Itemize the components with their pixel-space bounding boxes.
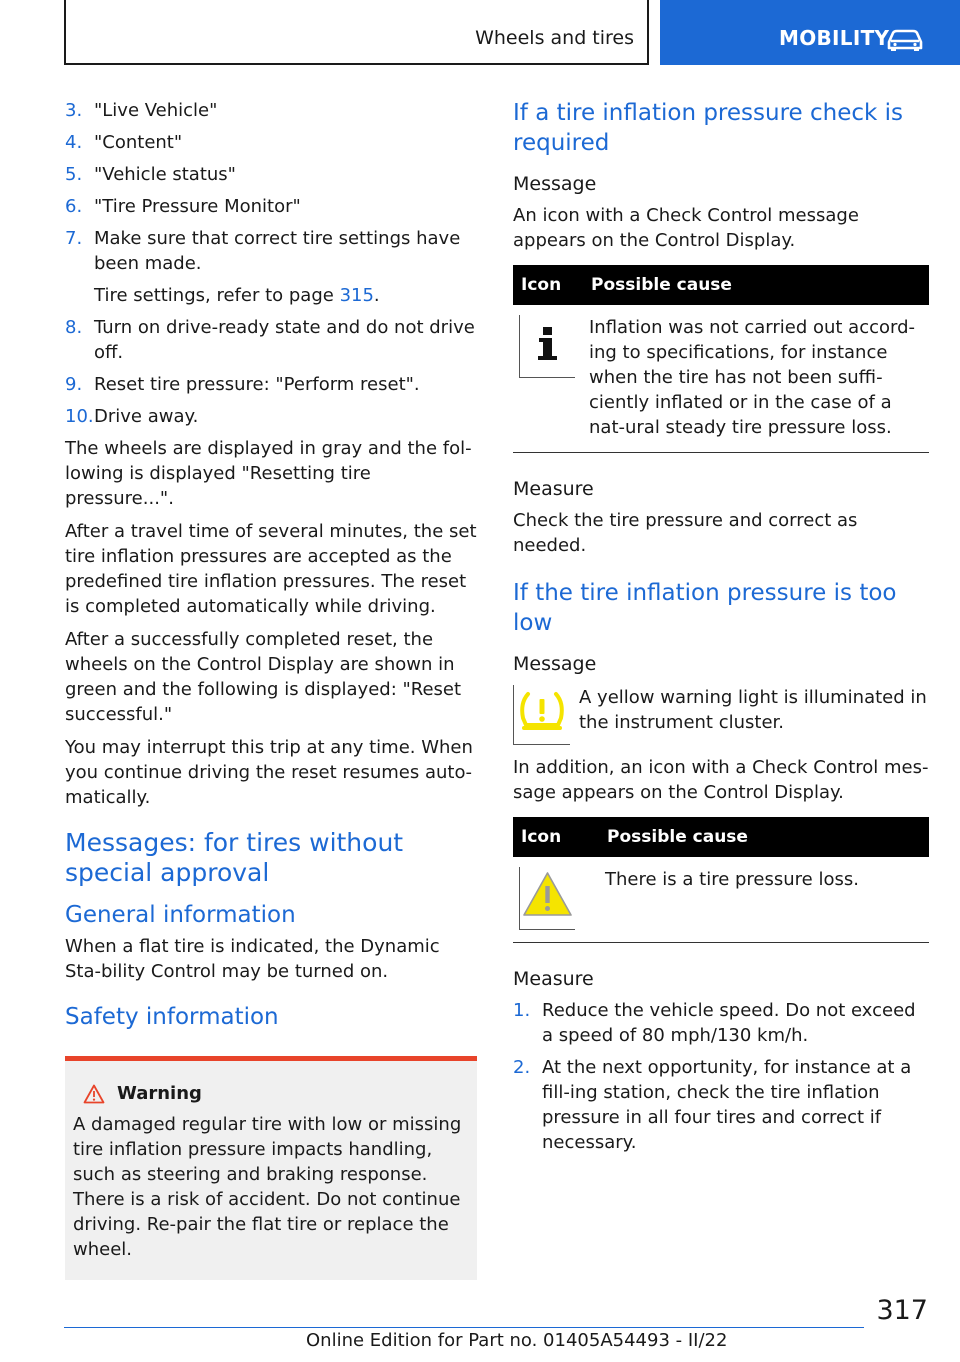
warning-icon: [83, 1084, 105, 1104]
list-item: [65, 194, 477, 219]
step-text: "Live Vehicle": [94, 100, 218, 121]
step-text: "Tire Pressure Monitor": [94, 196, 301, 217]
step-number: 4.: [65, 132, 83, 153]
step-text: Make sure that correct tire settings have been made.: [94, 228, 461, 274]
list-item: [65, 98, 477, 123]
step-text: Turn on drive-ready state and do not drive off.: [94, 317, 475, 363]
step-text: At the next opportunity, for instance at a fill‐ing station, check the tire inflation pressure in all four tires and correct if necessary.: [542, 1057, 912, 1153]
step-subnote: [94, 283, 477, 308]
step-text: Reset tire pressure: "Perform reset".: [94, 374, 420, 395]
warning-header: [83, 1081, 467, 1106]
subnote-suffix: .: [373, 285, 380, 306]
warning-triangle-icon: [519, 867, 575, 930]
subsection-heading: General information: [65, 902, 296, 928]
message-label: Message: [513, 653, 597, 675]
list-item: [513, 998, 929, 1048]
step-text: "Content": [94, 132, 183, 153]
body-paragraph: You may interrupt this trip at any time. When you continue driving the reset resumes auto‐matically.: [65, 737, 473, 808]
body-paragraph: When a flat tire is indicated, the Dynamic Sta‐bility Control may be turned on.: [65, 936, 440, 982]
step-number: 2.: [513, 1057, 531, 1078]
list-item: [65, 130, 477, 155]
step-number: 1.: [513, 1000, 531, 1021]
column-header-cause: Possible cause: [583, 265, 929, 305]
list-item: [65, 404, 477, 429]
warning-box: [65, 1056, 477, 1280]
measure-label: Measure: [513, 478, 594, 500]
right-column: [513, 98, 929, 1162]
edition-note: Online Edition for Part no. 01405A54493 - II/22: [306, 1330, 728, 1351]
page-reference-link[interactable]: 315: [339, 285, 374, 306]
header-divider-right: [647, 0, 649, 65]
reset-steps-list: [65, 98, 477, 429]
step-text: Reduce the vehicle speed. Do not exceed a speed of 80 mph/130 km/h.: [542, 1000, 916, 1046]
footer-rule: [64, 1327, 864, 1328]
page-number: 317: [876, 1295, 928, 1326]
warning-text: A damaged regular tire with low or missing tire inflation pressure impacts handling, such as steering and braking response. There is a risk of accident. Do not continue driving. Re‐pair the flat tire or replace the wheel.: [73, 1114, 462, 1260]
header-divider-left: [64, 0, 66, 65]
message-label: Message: [513, 173, 597, 195]
cause-cell: Inflation was not carried out accord‐ing to specifications, for instance when the tire has not been suffi‐ciently inflated or in the case of a nat‐ural steady tire pressure loss.: [589, 317, 916, 438]
subnote-text: Tire settings, refer to page: [94, 285, 340, 306]
body-paragraph: The wheels are displayed in gray and the fol‐lowing is displayed "Resetting tire pressure...".: [65, 438, 472, 509]
column-header-icon: Icon: [513, 817, 599, 857]
list-item: [65, 315, 477, 365]
list-item: [65, 226, 477, 308]
section-heading: Messages: for tires without special approval: [65, 828, 404, 887]
table-header-row: [513, 265, 929, 305]
step-number: 3.: [65, 100, 83, 121]
body-paragraph: After a successfully completed reset, the wheels on the Control Display are shown in green and the following is displayed: "Reset successful.": [65, 629, 462, 725]
body-paragraph: After a travel time of several minutes, the set tire inflation pressures are accepted as the predefined tire inflation pressures. The reset is completed automatically while driving.: [65, 521, 477, 617]
list-item: [65, 162, 477, 187]
step-text: Drive away.: [94, 406, 199, 427]
section-title: Wheels and tires: [475, 27, 634, 49]
icon-cell: [513, 857, 599, 943]
cause-cell: There is a tire pressure loss.: [605, 869, 859, 890]
column-header-icon: Icon: [513, 265, 583, 305]
step-number: 6.: [65, 196, 83, 217]
step-number: 7.: [65, 228, 83, 249]
body-paragraph: In addition, an icon with a Check Control mes‐sage appears on the Control Display.: [513, 757, 929, 803]
step-number: 8.: [65, 317, 83, 338]
column-header-cause: Possible cause: [599, 817, 929, 857]
step-number: 5.: [65, 164, 83, 185]
measure-steps-list: [513, 998, 929, 1155]
measure-label: Measure: [513, 968, 594, 990]
check-control-table: [513, 817, 929, 943]
car-icon: [886, 28, 924, 52]
warning-light-row: [513, 685, 929, 745]
check-control-table: [513, 265, 929, 453]
step-number: 9.: [65, 374, 83, 395]
subsection-heading: Safety information: [65, 1004, 279, 1030]
list-item: [513, 1055, 929, 1155]
warning-title: Warning: [117, 1083, 202, 1104]
warning-light-text: A yellow warning light is illuminated in the instrument cluster.: [579, 687, 927, 733]
info-icon: [519, 315, 575, 378]
table-row: [513, 857, 929, 943]
table-header-row: [513, 817, 929, 857]
step-number: 10.: [65, 406, 94, 427]
list-item: [65, 372, 477, 397]
section-heading: If the tire inflation pressure is too low: [513, 580, 897, 636]
section-heading: If a tire inflation pressure check is required: [513, 100, 904, 156]
header-rule: [64, 63, 649, 65]
body-paragraph: An icon with a Check Control message appears on the Control Display.: [513, 205, 859, 251]
icon-cell: [513, 305, 583, 453]
chapter-tab-label: MOBILITY: [779, 26, 890, 50]
table-row: [513, 305, 929, 453]
left-column: [65, 98, 477, 1280]
step-text: "Vehicle status": [94, 164, 236, 185]
body-paragraph: Check the tire pressure and correct as needed.: [513, 510, 858, 556]
tire-pressure-warning-light-icon: [513, 685, 579, 745]
